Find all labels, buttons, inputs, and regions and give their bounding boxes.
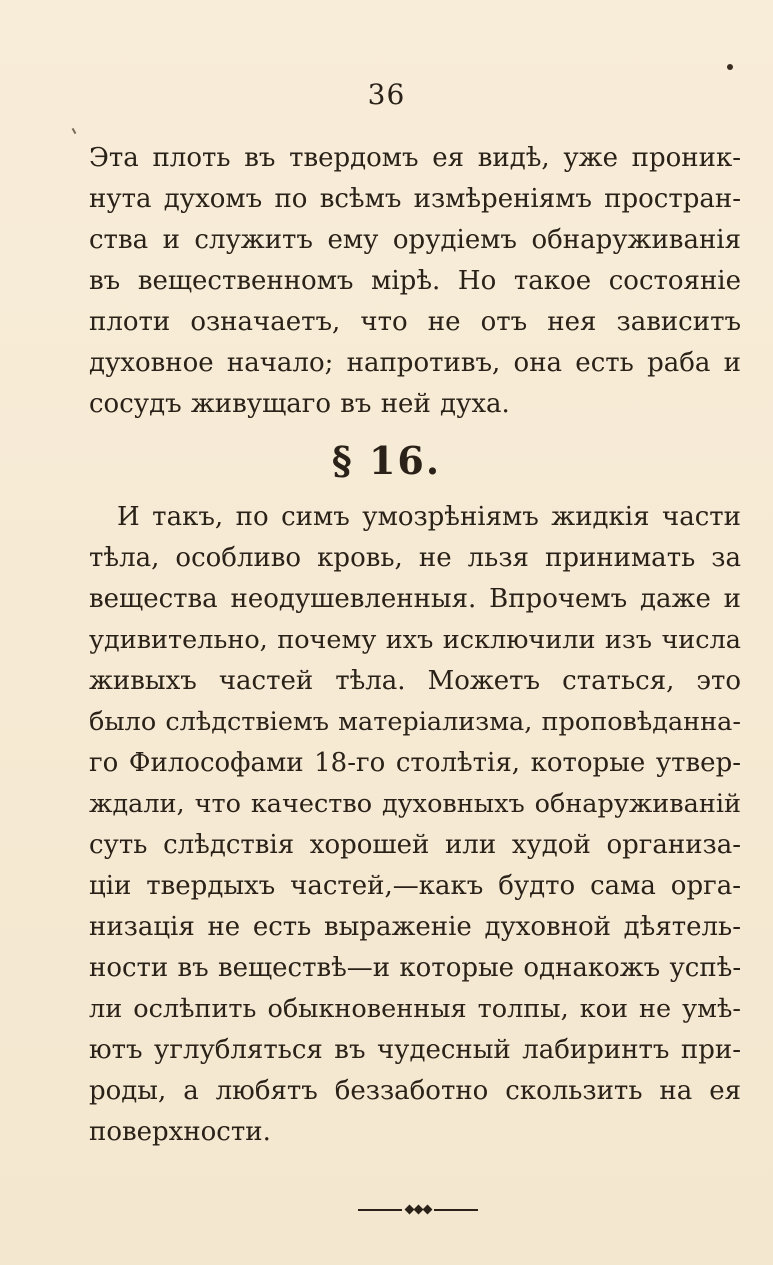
ink-speck — [727, 64, 733, 70]
text-line: вещества неодушевленныя. Впрочемъ даже и — [89, 584, 741, 614]
ornament-diamond — [423, 1205, 433, 1215]
text-line: духовное начало; напротивъ, она есть раба и — [89, 348, 741, 378]
ink-mark — [72, 128, 77, 134]
text-line: плоти означаетъ, что не отъ нея зависитъ — [89, 307, 741, 337]
paragraph-2 — [89, 497, 741, 1153]
section-heading: § 16. — [331, 438, 442, 483]
text-line: Эта плоть въ твердомъ ея видѣ, уже проник- — [89, 143, 741, 173]
text-line: низація не есть выраженіе духовной дѣятель- — [89, 912, 741, 942]
text-line: тѣла, особливо кровь, не льзя принимать за — [89, 543, 741, 573]
text-line: удивительно, почему ихъ исключили изъ числа — [89, 625, 741, 655]
paragraph-1 — [89, 138, 741, 425]
text-line: въ вещественномъ мірѣ. Но такое состояніе — [89, 266, 741, 296]
page-number: 36 — [367, 78, 406, 111]
text-line: ли ослѣпить обыкновенныя толпы, кои не умѣ- — [89, 994, 741, 1024]
text-line: суть слѣдствія хорошей или худой организа- — [89, 830, 741, 860]
end-ornament — [358, 1206, 478, 1214]
ornament-rule-right — [434, 1209, 478, 1211]
text-line: живыхъ частей тѣла. Можетъ статься, это — [89, 666, 741, 696]
text-line: было слѣдствіемъ матеріализма, проповѣданна- — [89, 707, 741, 737]
text-line: ности въ веществѣ—и которые однакожъ успѣ- — [89, 953, 742, 983]
ornament-rule-left — [358, 1209, 402, 1211]
text-line: ства и служитъ ему орудіемъ обнаруживанія — [89, 225, 741, 255]
text-line: поверхности. — [89, 1117, 271, 1147]
text-line: нута духомъ по всѣмъ измѣреніямъ простран- — [89, 184, 741, 214]
text-line: И такъ, по симъ умозрѣніямъ жидкія части — [117, 502, 741, 532]
text-line: ціи твердыхъ частей,—какъ будто сама орга- — [89, 871, 741, 901]
text-line: го Философами 18-го столѣтія, которые утвер- — [89, 748, 741, 778]
text-line: сосудъ живущаго въ ней духа. — [89, 389, 510, 419]
text-line: ютъ углубляться въ чудесный лабиринтъ при- — [89, 1035, 741, 1065]
text-line: роды, а любятъ беззаботно скользить на ея — [89, 1076, 741, 1106]
text-line: ждали, что качество духовныхъ обнаруживаній — [89, 789, 741, 819]
